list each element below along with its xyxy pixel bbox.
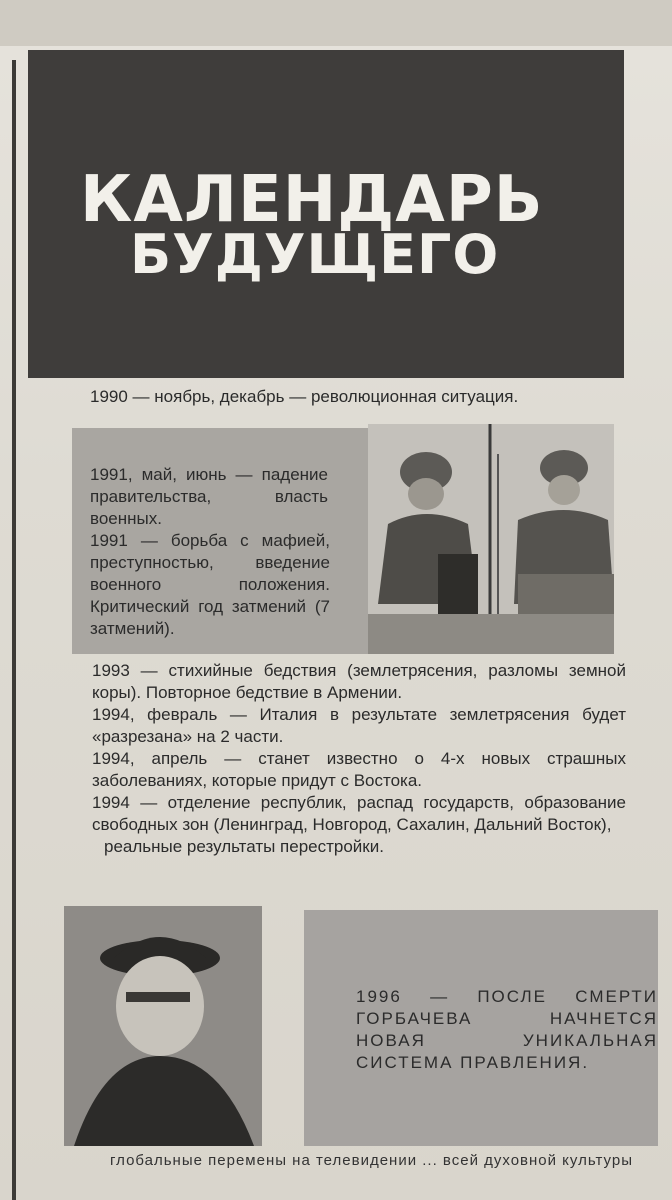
entry-1993: 1993 — стихийные бедствия (землетрясения, разломы земной коры). Повторное бедствие в Армении.: [92, 661, 626, 702]
entry-1991-a: 1991, май, июнь — падение правительства, власть военных.: [90, 465, 328, 528]
footer-fragment: глобальные перемены на телевидении ... всей духовной культуры: [110, 1152, 633, 1169]
entry-1994-republics: 1994 — отделение республик, распад государств, образование свободных зон (Ленинград, Новгород, Сахалин, Дальний Восток),: [92, 793, 626, 834]
soldiers-photo: [368, 424, 614, 654]
entry-1990: 1990 — ноябрь, декабрь — революционная ситуация.: [90, 387, 519, 406]
gorbachev-photo: [64, 906, 262, 1146]
column-rule: [12, 60, 16, 1200]
entry-1994-february: 1994, февраль — Италия в результате землетрясения будет «разрезана» на 2 части.: [92, 705, 626, 746]
title-line-2: БУДУЩЕГО: [130, 223, 500, 286]
entry-1991-b: 1991 — борьба с мафией, преступностью, введение военного положения. Критический год затмений (7 затмений).: [90, 531, 330, 638]
top-strip: [0, 0, 672, 46]
entry-1994-perestroika: реальные результаты перестройки.: [104, 837, 384, 856]
entry-1996: 1996 — ПОСЛЕ СМЕРТИ ГОРБАЧЕВА НАЧНЕТСЯ НОВАЯ УНИКАЛЬНАЯ СИСТЕМА ПРАВЛЕНИЯ.: [356, 987, 658, 1072]
entry-1994-april: 1994, апрель — станет известно о 4-х новых страшных заболеваниях, которые придут с Востока.: [92, 749, 626, 790]
page-title: [80, 163, 600, 286]
entries-1993-1994: [92, 660, 626, 858]
title-line-1: КАЛЕНДАРЬ: [80, 163, 544, 237]
